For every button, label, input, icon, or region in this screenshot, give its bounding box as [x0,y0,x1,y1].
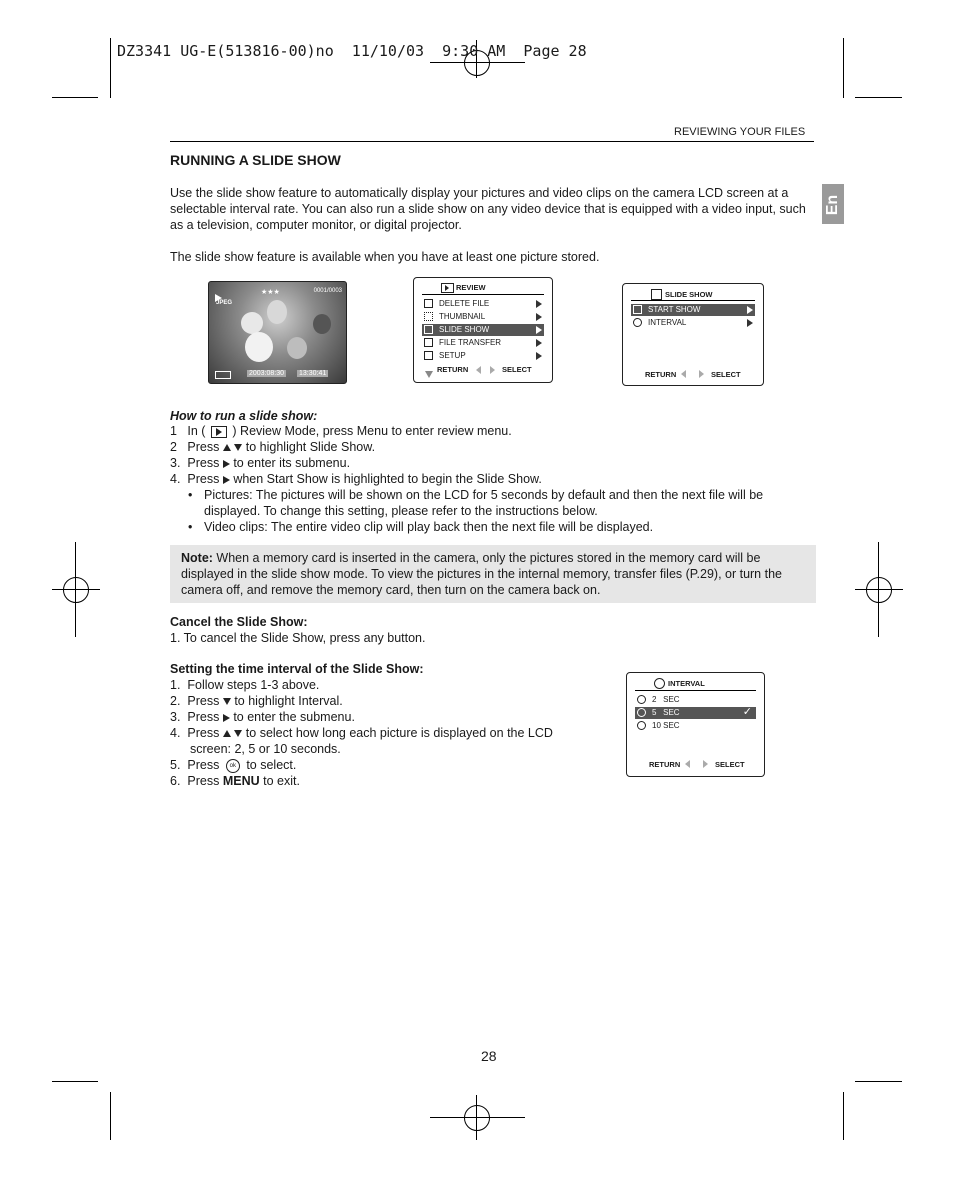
arrow-up-icon [223,730,231,737]
registration-mark [464,1105,490,1131]
step-number: 2 [170,440,177,454]
interval-menu-screen [626,672,765,777]
step-text: Press [187,472,220,486]
menu-item-10-sec[interactable] [635,720,756,732]
crop-mark [855,1081,902,1082]
print-slug: DZ3341 UG-E(513816-00)no 11/10/03 9:30 AM Page 28 [117,42,587,60]
select-label: SELECT [715,760,745,769]
battery-icon [215,371,231,379]
file-counter: 0001/0003 [313,288,342,294]
thumbnail-icon [424,312,433,321]
registration-mark [63,577,89,603]
arrow-right-icon [536,313,542,321]
menu-item-setup[interactable] [422,350,544,362]
step-number: 5. [170,758,181,772]
step [170,471,542,487]
return-label: RETURN [645,370,677,379]
menu-item-label: INTERVAL [648,318,687,327]
page-title: RUNNING A SLIDE SHOW [170,152,341,168]
step-text: to highlight Interval. [234,694,343,708]
step-number: 1. [170,678,181,692]
photo-preview-screen [208,281,347,384]
menu-item-file-transfer[interactable] [422,337,544,349]
review-icon [441,283,454,293]
cancel-text: 1. To cancel the Slide Show, press any button. [170,631,426,645]
step-text: Press [187,774,223,788]
arrow-up-icon [223,444,231,451]
note-body: When a memory card is inserted in the camera, only the pictures stored in the memory card will be displayed in the slide show mode. To view the pictures in the internal memory, transfer files (P.29), or turn the camera off, and remove the memory card, then turn on the camera back on. [181,551,782,597]
step-text: to highlight Slide Show. [245,440,376,454]
menu-divider [635,690,756,691]
arrow-right-icon [223,714,230,722]
select-label: SELECT [502,365,532,374]
menu-item-2-sec[interactable] [635,694,756,706]
step-text: In ( [187,424,206,438]
step-text: Press [187,456,220,470]
face-shape [267,300,287,324]
slideshow-menu-screen [622,283,764,386]
step [170,693,343,709]
return-label: RETURN [649,760,681,769]
step-text: Press [187,726,220,740]
availability-text: The slide show feature is available when you have at least one picture stored. [170,250,600,264]
language-label: En [824,194,841,216]
arrow-right-icon [536,326,542,334]
arrow-down-icon [234,730,242,737]
return-label: RETURN [437,365,469,374]
step-text: ) Review Mode, press Menu to enter review menu. [232,424,512,438]
time-stamp: 13:30:41 [299,370,327,377]
crop-mark [52,1081,98,1082]
timer-icon [654,678,665,689]
note-text [181,550,806,598]
format-label: JPEG [216,300,233,306]
slideshow-icon [651,289,662,300]
step-number: 1 [170,424,177,438]
note-label: Note: [181,551,213,565]
how-to-heading: How to run a slide show: [170,409,318,423]
step-text: Press [187,440,220,454]
review-menu-screen [413,277,553,383]
step-text: to enter its submenu. [233,456,351,470]
step-number: 6. [170,774,181,788]
interval-heading: Setting the time interval of the Slide Show: [170,662,424,676]
arrow-left-icon [685,760,690,768]
arrow-right-icon [536,339,542,347]
menu-item-start-show[interactable] [631,304,755,316]
bullet: • [188,488,193,502]
page-number: 28 [481,1048,497,1064]
arrow-down-icon [425,366,433,384]
face-shape [241,312,263,334]
step [170,725,553,741]
registration-mark [855,589,903,590]
timer-icon [637,708,646,717]
crop-mark [110,1092,111,1140]
menu-divider [422,294,544,295]
arrow-left-icon [476,366,481,374]
step-text: to select how long each picture is displayed on the LCD [245,726,553,740]
face-shape [287,337,307,359]
step-text: to exit. [259,774,300,788]
menu-item-thumbnail[interactable] [422,311,544,323]
registration-mark [430,62,525,63]
registration-mark [866,577,892,603]
step-number: 3. [170,710,181,724]
step [170,757,296,773]
step-text: to select. [246,758,297,772]
crop-mark [110,38,111,98]
quality-indicator: ★★★ [261,289,280,296]
menu-item-label: SLIDE SHOW [439,325,490,334]
crop-mark [855,97,902,98]
menu-item-label: 10 SEC [652,721,680,730]
trash-icon [424,299,433,308]
step [170,423,512,439]
intro-paragraph: Use the slide show feature to automatically display your pictures and video clips on the camera LCD screen at a selectable interval rate. You can also run a slide show on any video device that is equipped with a video input, such as a television, computer monitor, or digital projector. [170,186,806,232]
arrow-right-icon [536,352,542,360]
slideshow-icon [633,305,642,314]
menu-item-delete-file[interactable] [422,298,544,310]
timer-icon [637,695,646,704]
step [170,439,375,455]
menu-item-label: SETUP [439,351,466,360]
arrow-right-icon [223,476,230,484]
step-text: Press [187,758,220,772]
step-text: Press [187,710,220,724]
menu-item-5-sec[interactable] [635,707,756,719]
face-shape [313,314,331,334]
arrow-right-icon [536,300,542,308]
section-header: REVIEWING YOUR FILES [674,126,806,138]
cancel-heading: Cancel the Slide Show: [170,615,308,629]
arrow-right-icon [747,319,753,327]
slideshow-icon [424,325,433,334]
step [170,773,300,789]
arrow-down-icon [223,698,231,705]
menu-title: REVIEW [456,283,486,292]
crop-mark [52,97,98,98]
step-text: to enter the submenu. [233,710,355,724]
ok-button-icon: ok [226,759,240,773]
arrow-down-icon [234,444,242,451]
face-shape [245,332,273,362]
menu-item-label: START SHOW [648,305,701,314]
arrow-right-icon [490,366,495,374]
select-label: SELECT [711,370,741,379]
registration-mark [430,1117,525,1118]
note-box [170,545,816,603]
step [170,455,350,471]
step-number: 3. [170,456,181,470]
date-stamp: 2003:08:30 [249,370,285,377]
crop-mark [843,38,844,98]
setup-icon [424,351,433,360]
menu-item-slide-show[interactable] [422,324,544,336]
registration-mark [52,589,100,590]
menu-item-label: 2 SEC [652,695,680,704]
menu-key-label: MENU [222,774,260,788]
timer-icon [637,721,646,730]
arrow-left-icon [681,370,686,378]
timer-icon [633,318,642,327]
language-tab [822,184,844,224]
step-text: Press [187,694,220,708]
step-number: 4. [170,472,181,486]
step [170,677,319,693]
step-number: 2. [170,694,181,708]
menu-title: SLIDE SHOW [665,290,713,299]
bullet-text: Pictures: The pictures will be shown on the LCD for 5 seconds by default and then the next file will be displayed. To change this setting, please refer to the instructions below. [204,488,764,518]
bullet: • [188,520,193,534]
menu-divider [631,300,755,301]
menu-title: INTERVAL [668,679,705,688]
menu-item-label: THUMBNAIL [439,312,486,321]
checkmark-icon: ✓ [742,706,752,718]
step [170,709,355,725]
arrow-right-icon [699,370,704,378]
file-transfer-icon [424,338,433,347]
menu-item-label: 5 SEC [652,708,680,717]
menu-item-label: FILE TRANSFER [439,338,502,347]
step-number: 4. [170,726,181,740]
crop-mark [843,1092,844,1140]
step-continuation: screen: 2, 5 or 10 seconds. [190,742,341,756]
arrow-right-icon [747,306,753,314]
arrow-right-icon [703,760,708,768]
menu-item-interval[interactable] [631,317,755,329]
arrow-right-icon [223,460,230,468]
bullet-text: Video clips: The entire video clip will play back then the next file will be displayed. [204,520,654,534]
step-text: when Start Show is highlighted to begin the Slide Show. [233,472,542,486]
menu-item-label: DELETE FILE [439,299,490,308]
step-text: Follow steps 1-3 above. [187,678,320,692]
header-rule [170,141,814,142]
review-mode-icon [211,426,227,438]
